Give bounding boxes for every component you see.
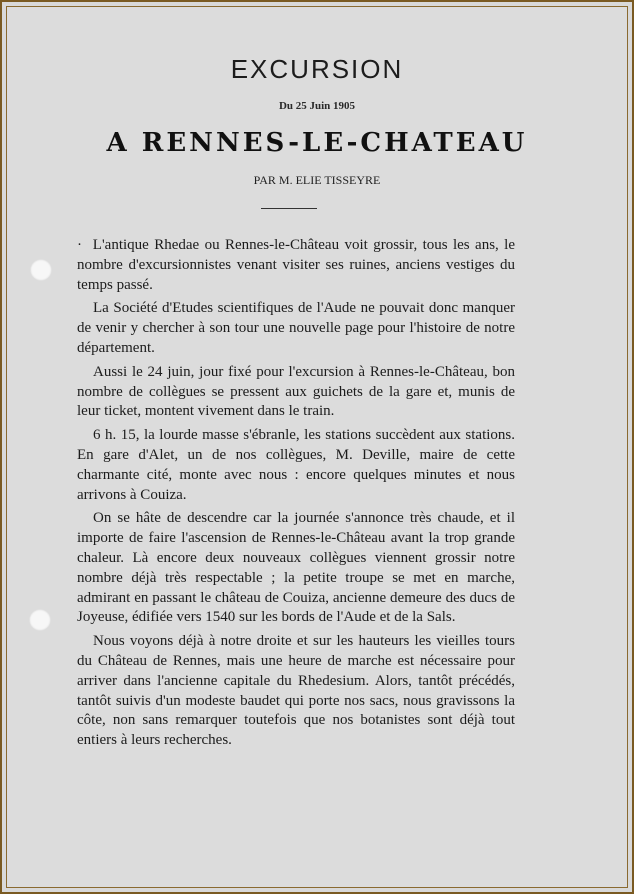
paragraph-3: Aussi le 24 juin, jour fixé pour l'excursion à Rennes-le-Château, bon nombre de collègues se pressent aux guichets de la gare et, munis de leur ticket, montent vivement dans le train. bbox=[77, 363, 515, 420]
document-subtitle: A RENNES-LE-CHATEAU bbox=[106, 128, 528, 158]
title-divider bbox=[261, 208, 317, 209]
document-date: Du 25 Juin 1905 bbox=[278, 100, 356, 112]
document-author: PAR M. ELIE TISSEYRE bbox=[253, 173, 381, 187]
paragraph-6: Nous voyons déjà à notre droite et sur les hauteurs les vieilles tours du Château de Rennes, mais une heure de marche est nécessaire pour arriver dans l'ancienne capitale du Rhedesium. Alors, tantôt précédés, tantôt suivis d'un modeste baudet qui porte nos sacs, nous gravissons la côte, non sans remarquer toutefois que nos botanistes sont déjà tout entiers à leurs recherches. bbox=[77, 633, 515, 749]
paragraph-4: 6 h. 15, la lourde masse s'ébranle, les stations succèdent aux stations. En gare d'Alet, un de nos collègues, M. Deville, maire de cette charmante cité, monte avec nous : encore quelques minutes et nous arrivons à Couiza. bbox=[77, 427, 515, 503]
paragraph-2: La Société d'Etudes scientifiques de l'Aude ne pouvait donc manquer de venir y chercher à son tour une nouvelle page pour l'histoire de notre département. bbox=[77, 300, 515, 356]
article-body bbox=[77, 236, 515, 755]
paragraph-1: · L'antique Rhedae ou Rennes-le-Château voit grossir, tous les ans, le nombre d'excursionnistes venant visiter ses ruines, anciens vestiges du temps passé. bbox=[77, 236, 515, 295]
punch-hole-top bbox=[30, 259, 52, 281]
document-title: EXCURSION bbox=[230, 54, 404, 84]
paragraph-5: On se hâte de descendre car la journée s'annonce très chaude, et il importe de faire l'ascension de Rennes-le-Château avant la trop grande chaleur. Là encore deux nouveaux collègues viennent grossir notre nombre déjà très respectable ; la petite troupe se met en marche, admirant en passant le château de Couiza, ancienne demeure des ducs de Joyeuse, édifiée vers 1540 sur les bords de l'Aude et de la Sals. bbox=[77, 510, 515, 626]
punch-hole-bottom bbox=[29, 609, 51, 631]
